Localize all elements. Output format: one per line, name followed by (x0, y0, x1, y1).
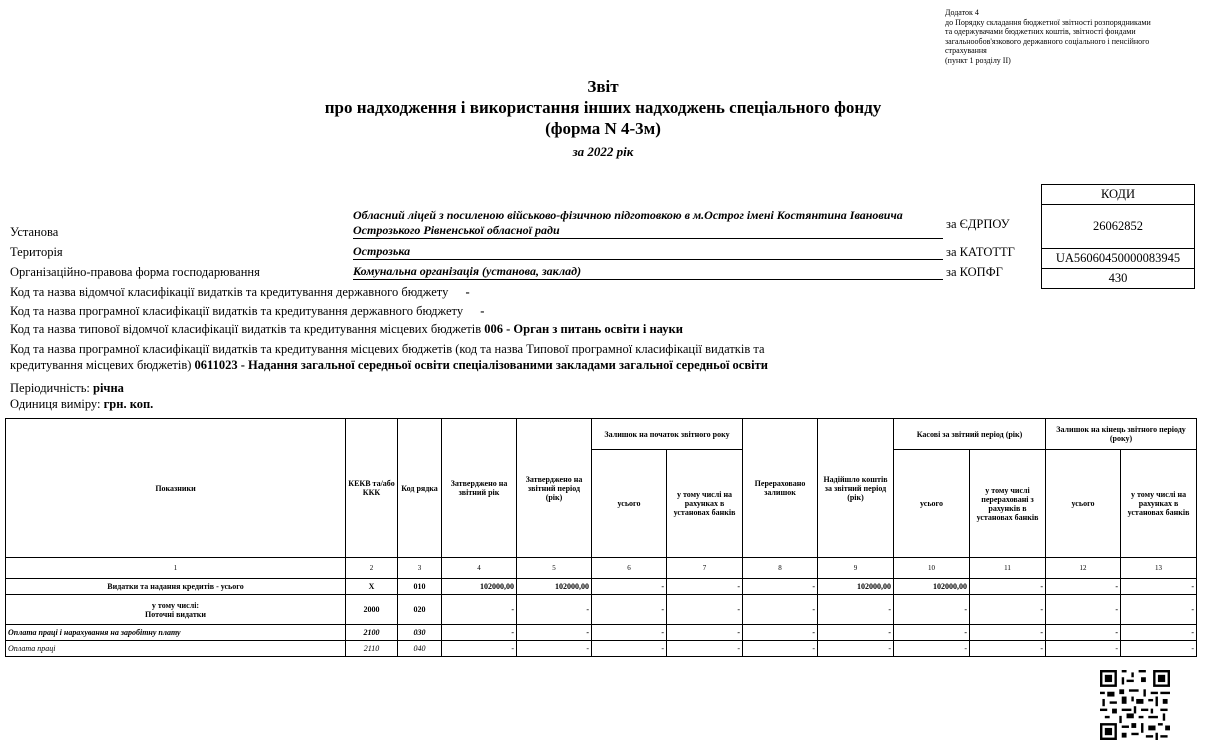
cell: - (442, 625, 517, 641)
edrpou-value: 26062852 (1042, 205, 1195, 249)
cell: 102000,00 (442, 579, 517, 595)
cell: - (517, 595, 592, 625)
cell: - (1121, 595, 1197, 625)
codes-header: КОДИ (1042, 185, 1195, 205)
unit (10, 397, 153, 412)
table-row (6, 595, 1197, 625)
cell: - (667, 625, 743, 641)
cell: - (743, 595, 818, 625)
cell: - (592, 579, 667, 595)
cell: - (743, 625, 818, 641)
kopfg-label: за КОПФГ (946, 265, 1003, 279)
kopfg-value: 430 (1042, 269, 1195, 289)
report-subtitle: про надходження і використання інших надходжень спеціального фонду (324, 98, 882, 117)
row-name: Оплата праці (6, 641, 346, 657)
katottg-label: за КАТОТТГ (946, 245, 1015, 259)
header-start-total: усього (592, 450, 667, 558)
katottg-value: UA56060450000083945 (1042, 249, 1195, 269)
col-number: 7 (667, 558, 743, 579)
col-number: 4 (442, 558, 517, 579)
cell: - (667, 641, 743, 657)
cell: - (894, 625, 970, 641)
header-row-code: Код рядка (398, 419, 442, 558)
table-row (6, 579, 1197, 595)
state-prog-line (10, 304, 484, 319)
local-prog-line-1: Код та назва програмної класифікації видатків та кредитування місцевих бюджетів (код та назва Типової програмної класифікації видатків та (10, 342, 765, 356)
cell: - (1121, 579, 1197, 595)
appendix-note (945, 8, 1195, 65)
cell: - (970, 625, 1046, 641)
cell: - (442, 641, 517, 657)
row-name-line-1: у тому числі: (151, 600, 200, 610)
cell: - (970, 595, 1046, 625)
cell: 102000,00 (894, 579, 970, 595)
header-kekv: КЕКВ та/або ККК (346, 419, 398, 558)
cell: - (894, 595, 970, 625)
local-prog-label: кредитування місцевих бюджетів) (10, 358, 192, 372)
row-code: 030 (398, 625, 442, 641)
cell: - (592, 625, 667, 641)
header-cash-total: усього (894, 450, 970, 558)
cell: - (743, 579, 818, 595)
institution-label: Установа (10, 225, 59, 239)
report-table (5, 418, 1197, 657)
row-code: 040 (398, 641, 442, 657)
cell: - (592, 595, 667, 625)
appendix-line: страхування (945, 46, 987, 55)
state-prog-label: Код та назва програмної класифікації видатків та кредитування державного бюджету (10, 304, 464, 318)
appendix-line: Додаток 4 (945, 8, 979, 17)
org-form-label: Організаційно-правова форма господарювання (10, 265, 260, 279)
row-name: Видатки та надання кредитів - усього (6, 579, 346, 595)
unit-label: Одиниця виміру: (10, 397, 101, 411)
row-name: Оплата праці і нарахування на заробітну плату (6, 625, 346, 641)
col-number: 6 (592, 558, 667, 579)
report-title: Звіт (587, 77, 619, 96)
col-number: 9 (818, 558, 894, 579)
header-approved-period: Затверджено на звітний період (рік) (517, 419, 592, 558)
col-number: 8 (743, 558, 818, 579)
row-kekv: 2100 (346, 625, 398, 641)
periodicity (10, 381, 124, 396)
cell: 102000,00 (818, 579, 894, 595)
local-dept-line (10, 322, 683, 337)
cell: - (818, 625, 894, 641)
col-number: 2 (346, 558, 398, 579)
col-number: 11 (970, 558, 1046, 579)
cell: - (818, 595, 894, 625)
local-prog-line-2 (10, 358, 768, 373)
row-code: 020 (398, 595, 442, 625)
local-dept-label: Код та назва типової відомчої класифікації видатків та кредитування місцевих бюджетів (10, 322, 482, 336)
report-year: за 2022 рік (572, 144, 634, 159)
local-prog-value: 0611023 - Надання загальної середньої освіти спеціалізованими закладами загальної середньої освіти (194, 358, 768, 372)
cell: - (592, 641, 667, 657)
cell: - (667, 595, 743, 625)
row-name (6, 595, 346, 625)
col-number: 1 (6, 558, 346, 579)
institution-value: Обласний ліцей з посиленою військово-фізичною підготовкою в м.Острог імені Костянтина Івановича Острозького Рівненської обласної ради (353, 208, 943, 239)
cell: - (970, 579, 1046, 595)
header-start-bank: у тому числі на рахунках в установах банків (667, 450, 743, 558)
header-indicators: Показники (6, 419, 346, 558)
appendix-line: та одержувачами бюджетних коштів, звітності фондами (945, 27, 1136, 36)
col-number: 10 (894, 558, 970, 579)
header-cash-transferred: у тому числі перераховані з рахунків в установах банків (970, 450, 1046, 558)
territory-label: Територія (10, 245, 63, 259)
cell: 102000,00 (517, 579, 592, 595)
col-number: 3 (398, 558, 442, 579)
header-transferred: Перераховано залишок (743, 419, 818, 558)
cell: - (1046, 641, 1121, 657)
cell: - (1046, 625, 1121, 641)
col-number: 5 (517, 558, 592, 579)
periodicity-value: річна (93, 381, 124, 395)
header-cash-expenses: Касові за звітний період (рік) (894, 419, 1046, 450)
appendix-line: до Порядку складання бюджетної звітності розпорядниками (945, 17, 1151, 27)
header-balance-end: Залишок на кінець звітного періоду (року) (1046, 419, 1197, 450)
territory-value: Острозька (353, 244, 943, 260)
state-dept-line (10, 285, 470, 300)
cell: - (818, 641, 894, 657)
row-kekv: 2000 (346, 595, 398, 625)
periodicity-label: Періодичність: (10, 381, 90, 395)
cell: - (517, 641, 592, 657)
row-code: 010 (398, 579, 442, 595)
cell: - (517, 625, 592, 641)
state-prog-value: - (480, 304, 485, 318)
codes-table (1041, 184, 1195, 289)
header-end-bank: у тому числі на рахунках в установах банків (1121, 450, 1197, 558)
unit-value: грн. коп. (103, 397, 154, 411)
appendix-line: загальнообов'язкового державного соціального і пенсійного (945, 36, 1150, 46)
state-dept-value: - (465, 285, 470, 299)
row-kekv: 2110 (346, 641, 398, 657)
state-dept-label: Код та назва відомчої класифікації видатків та кредитування державного бюджету (10, 285, 449, 299)
org-form-value: Комунальна організація (установа, заклад) (353, 264, 943, 280)
cell: - (442, 595, 517, 625)
header-balance-start: Залишок на початок звітного року (592, 419, 743, 450)
cell: - (743, 641, 818, 657)
cell: - (667, 579, 743, 595)
col-number: 12 (1046, 558, 1121, 579)
cell: - (1046, 579, 1121, 595)
header-end-total: усього (1046, 450, 1121, 558)
qr-code-icon (1100, 670, 1170, 740)
edrpou-label: за ЄДРПОУ (946, 217, 1010, 231)
local-dept-value: 006 - Орган з питань освіти і науки (484, 322, 683, 336)
table-row (6, 641, 1197, 657)
cell: - (970, 641, 1046, 657)
header-received: Надійшло коштів за звітний період (рік) (818, 419, 894, 558)
cell: - (894, 641, 970, 657)
cell: - (1121, 641, 1197, 657)
row-kekv: X (346, 579, 398, 595)
row-name-line-2: Поточні видатки (145, 609, 206, 619)
appendix-line: (пункт 1 розділу ІІ) (945, 55, 1011, 65)
report-form: (форма N 4-3м) (545, 119, 661, 138)
table-row (6, 625, 1197, 641)
cell: - (1046, 595, 1121, 625)
header-approved-year: Затверджено на звітний рік (442, 419, 517, 558)
col-number: 13 (1121, 558, 1197, 579)
cell: - (1121, 625, 1197, 641)
